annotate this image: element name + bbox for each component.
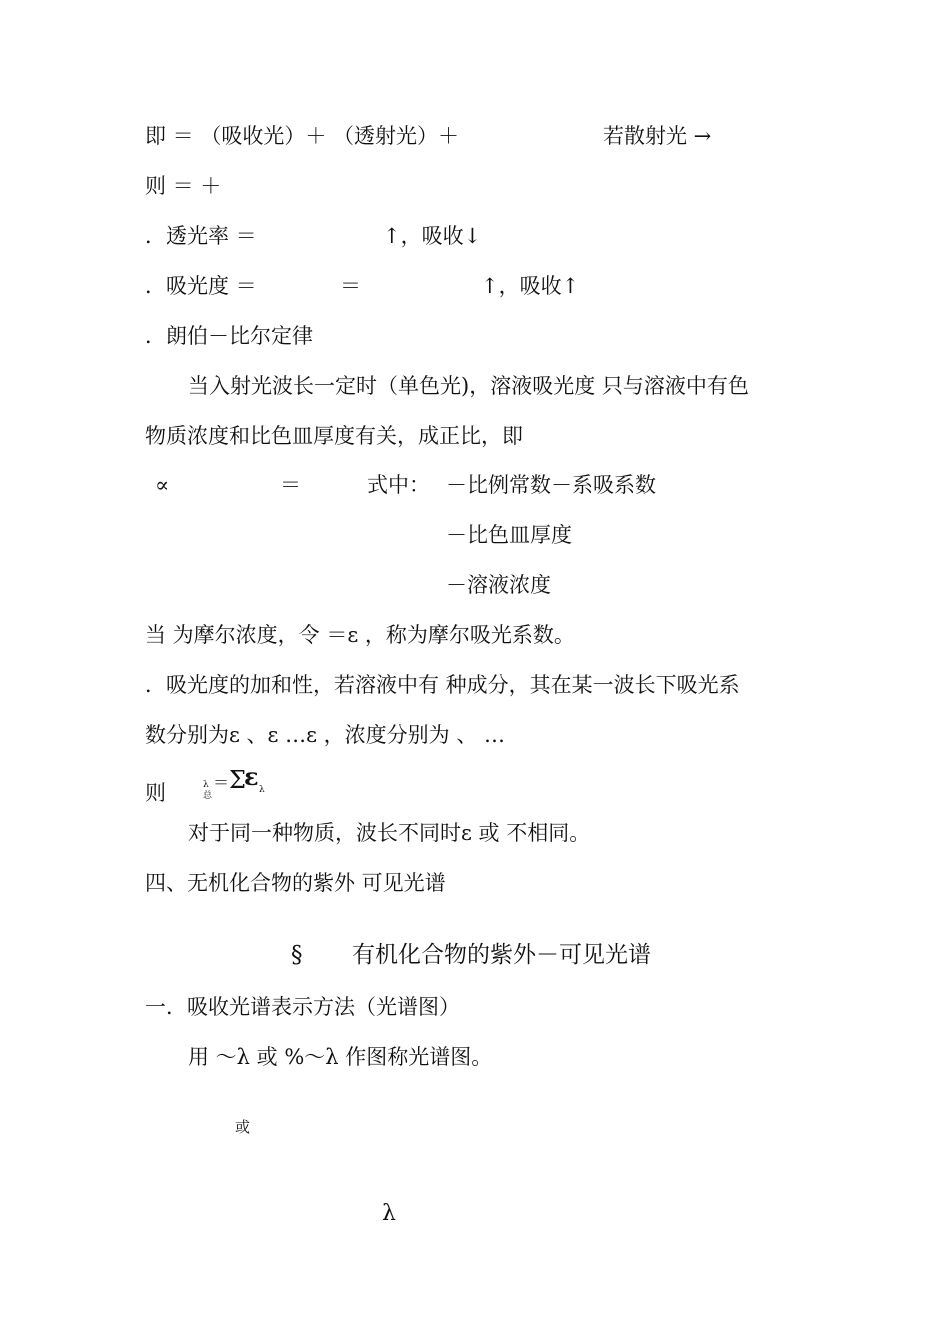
figure-axis-label: λ (382, 1201, 396, 1226)
text-line: 即 ＝ （吸收光）＋ （透射光）＋ (145, 124, 460, 148)
figure-label: 或 (235, 1118, 251, 1136)
text-line: ↑，吸收↑ (481, 274, 580, 298)
text-line: －比色皿厚度 (446, 523, 572, 547)
section-heading: 四、无机化合物的紫外 可见光谱 (145, 871, 446, 895)
text-line: ．吸光度 ＝ (145, 274, 257, 298)
formula-equals: ＝ (213, 773, 230, 792)
text-line: ＝ (280, 473, 301, 497)
formula-subscript: λ (259, 785, 265, 795)
text-line: ∝ (155, 473, 170, 497)
paragraph-line: 当入射光波长一定时（单色光)，溶液吸光度 只与溶液中有色 (188, 374, 749, 398)
text-line: ．透光率 ＝ (145, 224, 257, 248)
text-line: ↑，吸收↓ (383, 224, 482, 248)
paragraph-line: 用 ～λ 或 %～λ 作图称光谱图。 (188, 1045, 493, 1069)
section-heading: 一．吸收光谱表示方法（光谱图） (145, 995, 460, 1019)
formula-subscript: 总 (203, 791, 213, 801)
formula-subscript: λ (203, 780, 209, 790)
text-line: ＝ (340, 274, 361, 298)
formula-epsilon: ε (244, 762, 259, 791)
text-line: 若散射光 → (603, 124, 712, 148)
text-line: －溶液浓度 (446, 573, 551, 597)
text-line: －比例常数－系吸系数 (446, 473, 656, 497)
section-heading: ．朗伯－比尔定律 (145, 324, 313, 348)
paragraph-line: 当 为摩尔浓度，令 ＝ε ，称为摩尔吸光系数。 (145, 623, 575, 647)
text-line: 式中： (367, 473, 430, 497)
paragraph-line: 物质浓度和比色皿厚度有关，成正比，即 (145, 424, 523, 448)
paragraph-line: ．吸光度的加和性，若溶液中有 种成分，其在某一波长下吸光系 (145, 673, 740, 697)
paragraph-line: 对于同一种物质，波长不同时ε 或 不相同。 (188, 821, 591, 845)
formula-sigma: Σ (229, 766, 246, 794)
text-line: 则 (145, 781, 166, 805)
chapter-title: 有机化合物的紫外－可见光谱 (352, 942, 651, 968)
paragraph-line: 数分别为ε 、ε …ε ，浓度分别为 、 … (145, 723, 506, 747)
text-line: 则 ＝ ＋ (145, 174, 222, 198)
section-mark: § (291, 942, 303, 968)
